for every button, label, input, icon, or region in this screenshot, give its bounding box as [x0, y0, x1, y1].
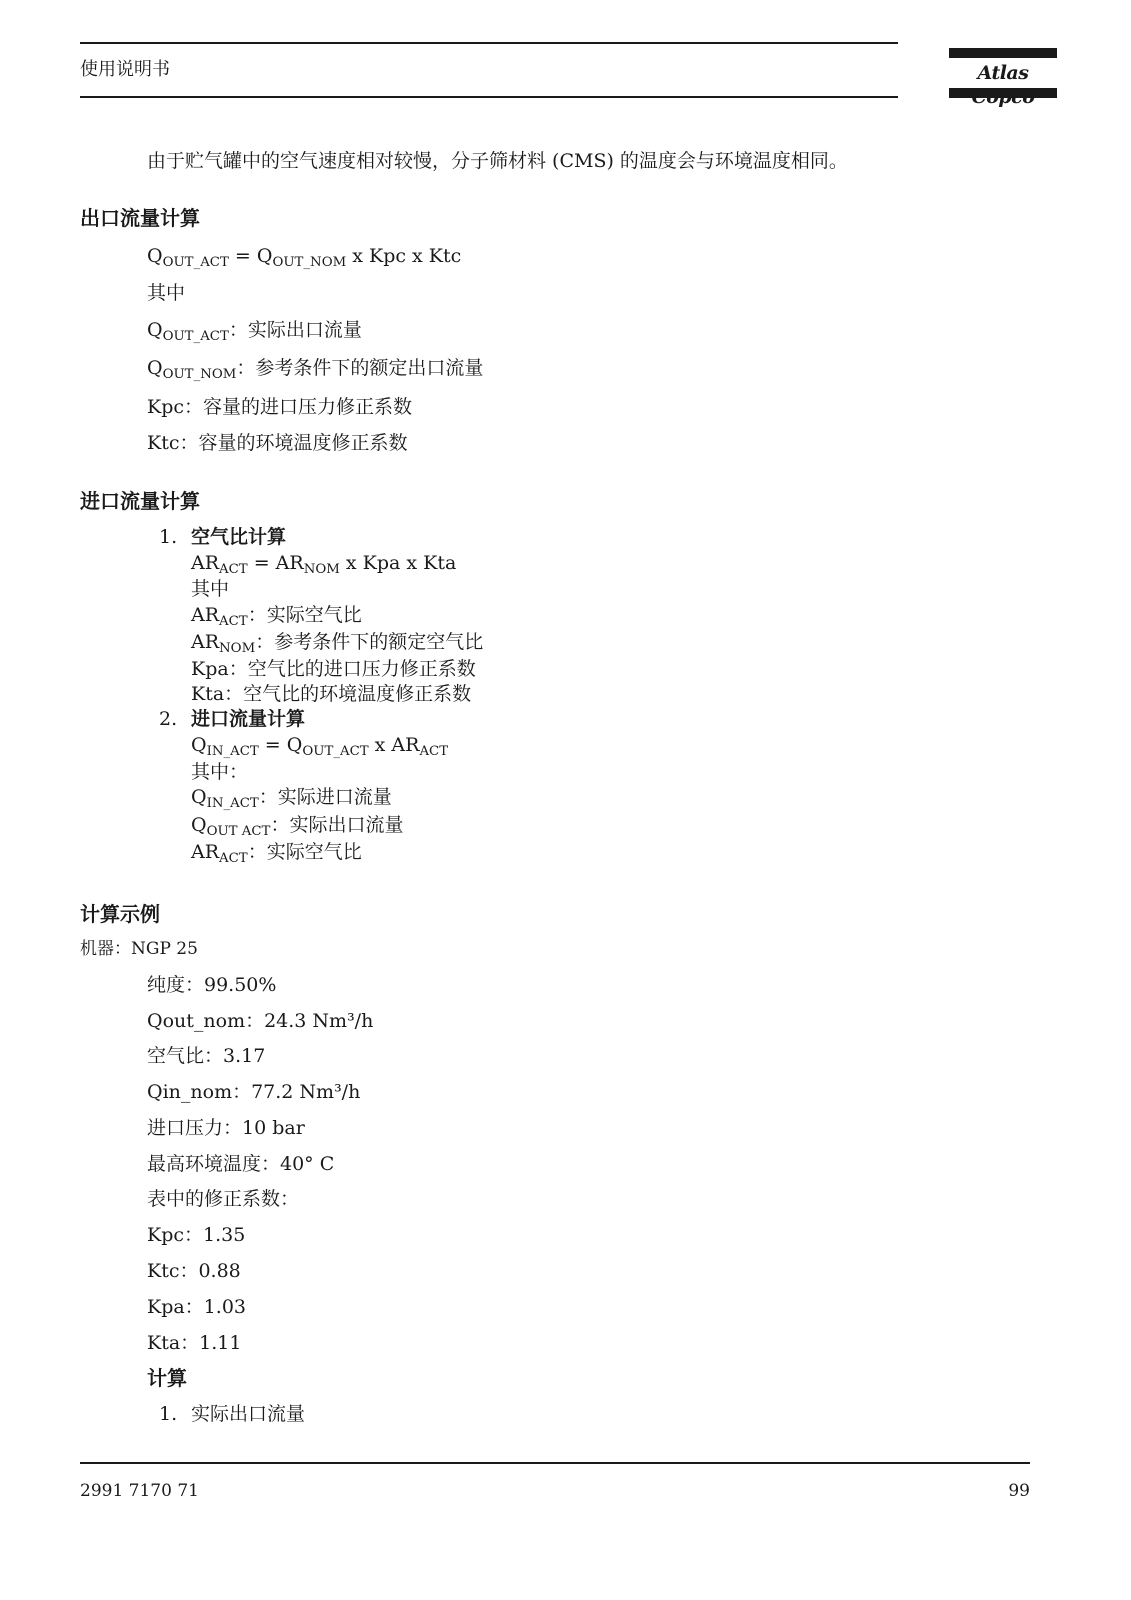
inlet-step1-def: Kpa：空气比的进口压力修正系数 — [191, 658, 476, 680]
inlet-step1-title: 空气比计算 — [191, 526, 287, 548]
header-title: 使用说明书 — [80, 59, 170, 80]
example-machine: 机器：NGP 25 — [80, 939, 198, 959]
inlet-step2-formula: $Q_{IN\_ACT} = Q_{OUT\_ACT}$ x $AR_{ACT}$ — [191, 734, 449, 759]
inlet-step2-number: 2. — [159, 708, 178, 730]
footer-page-number: 99 — [1008, 1481, 1030, 1501]
example-item: Qin_nom：77.2 Nm³/h — [147, 1081, 361, 1103]
inlet-step2-def: $Q_{IN\_ACT}$：实际进口流量 — [191, 786, 392, 811]
example-item: 空气比：3.17 — [147, 1045, 266, 1067]
example-heading: 计算示例 — [80, 902, 160, 926]
calc-step: 实际出口流量 — [191, 1403, 306, 1425]
inlet-step1-formula: $AR_{ACT} = AR_{NOM}$ x Kpa x Kta — [191, 552, 457, 577]
inlet-step2-def: $AR_{ACT}$：实际空气比 — [191, 841, 362, 866]
example-item: 进口压力：10 bar — [147, 1117, 305, 1139]
example-item: 纯度：99.50% — [147, 974, 277, 996]
intro-paragraph: 由于贮气罐中的空气速度相对较慢，分子筛材料 (CMS) 的温度会与环境温度相同。 — [147, 150, 848, 172]
example-item: Kpc：1.35 — [147, 1224, 246, 1246]
example-item: 表中的修正系数： — [147, 1188, 300, 1210]
header-top-rule — [80, 42, 898, 44]
example-item: Ktc：0.88 — [147, 1260, 241, 1282]
outlet-where: 其中 — [147, 282, 186, 304]
inlet-step1-def: $AR_{ACT}$：实际空气比 — [191, 604, 362, 629]
inlet-step2-def: $Q_{OUT ACT}$：实际出口流量 — [191, 814, 404, 839]
outlet-def: $Q_{OUT\_ACT}$：实际出口流量 — [147, 319, 362, 344]
inlet-step1-def: Kta：空气比的环境温度修正系数 — [191, 683, 472, 705]
example-item: Kpa：1.03 — [147, 1296, 246, 1318]
inlet-step2-title: 进口流量计算 — [191, 708, 306, 730]
example-item: Qout_nom：24.3 Nm³/h — [147, 1010, 374, 1032]
footer-rule — [80, 1462, 1030, 1464]
brand-logo: Atlas — [949, 48, 1057, 100]
outlet-def: $Q_{OUT\_NOM}$：参考条件下的额定出口流量 — [147, 357, 484, 382]
header-bottom-rule — [80, 96, 898, 98]
inlet-step1-number: 1. — [159, 526, 178, 548]
footer-doc-number: 2991 7170 71 — [80, 1481, 199, 1501]
inlet-step1-where: 其中 — [191, 578, 230, 600]
calc-heading: 计算 — [147, 1366, 187, 1390]
outlet-formula: $Q_{OUT\_ACT} = Q_{OUT\_NOM}$ x Kpc x Ktc — [147, 245, 462, 270]
inlet-step1-def: $AR_{NOM}$：参考条件下的额定空气比 — [191, 631, 484, 656]
calc-step-number: 1. — [159, 1403, 178, 1425]
example-item: Kta：1.11 — [147, 1332, 242, 1354]
outlet-def: Ktc：容量的环境温度修正系数 — [147, 432, 408, 454]
inlet-step2-where: 其中： — [191, 761, 249, 783]
inlet-heading: 进口流量计算 — [80, 489, 200, 513]
example-item: 最高环境温度：40° C — [147, 1153, 335, 1175]
outlet-heading: 出口流量计算 — [80, 206, 200, 230]
outlet-def: Kpc：容量的进口压力修正系数 — [147, 396, 413, 418]
